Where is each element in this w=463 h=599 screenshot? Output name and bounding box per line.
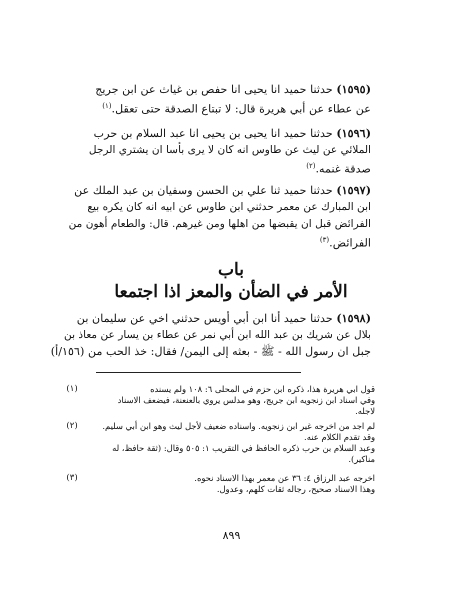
hadith-text: حدثنا حميد انا يحيى بن يحيى انا عبد السلام بن حرب [93,127,337,140]
hadith-text: الملائي عن ليث عن طاوس انه كان لا يرى بأسا ان يشتري الرجل [88,144,371,156]
hadith-1597-line-1 [74,183,371,198]
footnote-2-line-4: مناكير). [348,454,375,464]
hadith-1597-line-2 [87,200,371,214]
footnote-2-line-2: وقد تقدم الكلام عنه. [304,432,375,442]
hadith-text: جبل ان رسول الله - ﷺ - بعثه إلى اليمن/ فقال: خذ الحب من [87,345,371,358]
footnote-ref: (٢) [306,162,316,170]
hadith-1597-line-4 [101,233,371,251]
hadith-text: عن عطاء عن أبي هريرة قال: لا تبتاع الصدقة حتى تعقل. [111,102,371,116]
hadith-1596-line-1 [93,126,371,141]
footnote-number: (٣) [66,473,78,483]
hadith-text: صدقة غنمه. [315,162,371,176]
hadith-1596-line-2 [88,143,371,157]
hadith-1597-line-3 [68,217,371,231]
footnote-3-line-1: اخرجه عبد الرزاق ٤: ٣٦ عن معمر بهذا الاسناد نحوه. [194,473,375,483]
hadith-text: ابن المبارك عن معمر حدثني ابن طاوس عن ابيه انه كان يكره بيع [87,201,371,213]
hadith-1595-line-2 [101,99,371,117]
footnote-divider [96,372,301,373]
footnote-1-line-1: قول ابي هريرة هذا، ذكره ابن حزم في المحلى ٦: ١٠٨ ولم يسنده [150,384,375,394]
hadith-text: الفرائض. [329,236,371,250]
hadith-number: (١٥٩٥) [336,82,371,96]
folio-marker: (١٥٦/أ) [50,345,85,358]
hadith-text: حدثنا حميد أنا ابن أبي أويس حدثني اخي عن سليمان بن [76,312,337,325]
footnote-1-line-3: لاجله. [355,406,375,416]
chapter-title: الأمر في الضأن والمعز اذا اجتمعا [114,282,348,302]
hadith-number: (١٥٩٧) [336,183,371,197]
footnote-ref: (٣) [319,236,330,244]
hadith-1598-line-1 [76,311,371,326]
footnote-3-line-2: وهذا الاسناد صحيح، رجاله ثقات كلهم، وعدول. [216,484,375,494]
hadith-text: الفرائض قبل ان يقبضها من اهلها ومن غيرهم. قال: والطعام أهون من [68,218,371,230]
hadith-1596-line-3 [101,159,371,177]
hadith-text: حدثنا حميد انا يحيى انا حفص بن غياث عن ابن جريج [95,83,337,96]
footnote-number: (١) [66,384,78,394]
hadith-1598-line-2 [64,328,371,342]
footnote-number: (٢) [66,421,78,431]
hadith-text: بلال عن شريك بن عبد الله ابن أبي نمر عن عطاء بن يسار عن معاذ بن [64,329,371,341]
hadith-1595-line-1 [95,82,371,97]
hadith-number: (١٥٩٨) [336,311,371,325]
page-number: ٨٩٩ [222,529,241,542]
hadith-text: حدثنا حميد ثنا علي بن الحسن وسفيان بن عبد الملك عن [74,184,337,197]
hadith-1598-line-3 [50,345,371,359]
footnote-2-line-1: لم اجد من اخرجه غير ابن زنجويه. واسناده ضعيف لأجل ليث وهو ابن أبي سليم. [102,421,375,431]
footnote-2-line-3: وعبد السلام بن حرب ذكره الحافظ في التقريب ١: ٥٠٥ وقال: (ثقة حافظ، له [112,443,375,453]
footnote-1-line-2: وفي اسناد ابن زنجويه ابن جريج، وهو مدلس يروي بالعنعنة، فيضعف الاسناد [117,395,375,405]
chapter-label: باب [218,260,244,280]
hadith-number: (١٥٩٦) [336,126,371,140]
footnote-ref: (١) [102,102,112,110]
